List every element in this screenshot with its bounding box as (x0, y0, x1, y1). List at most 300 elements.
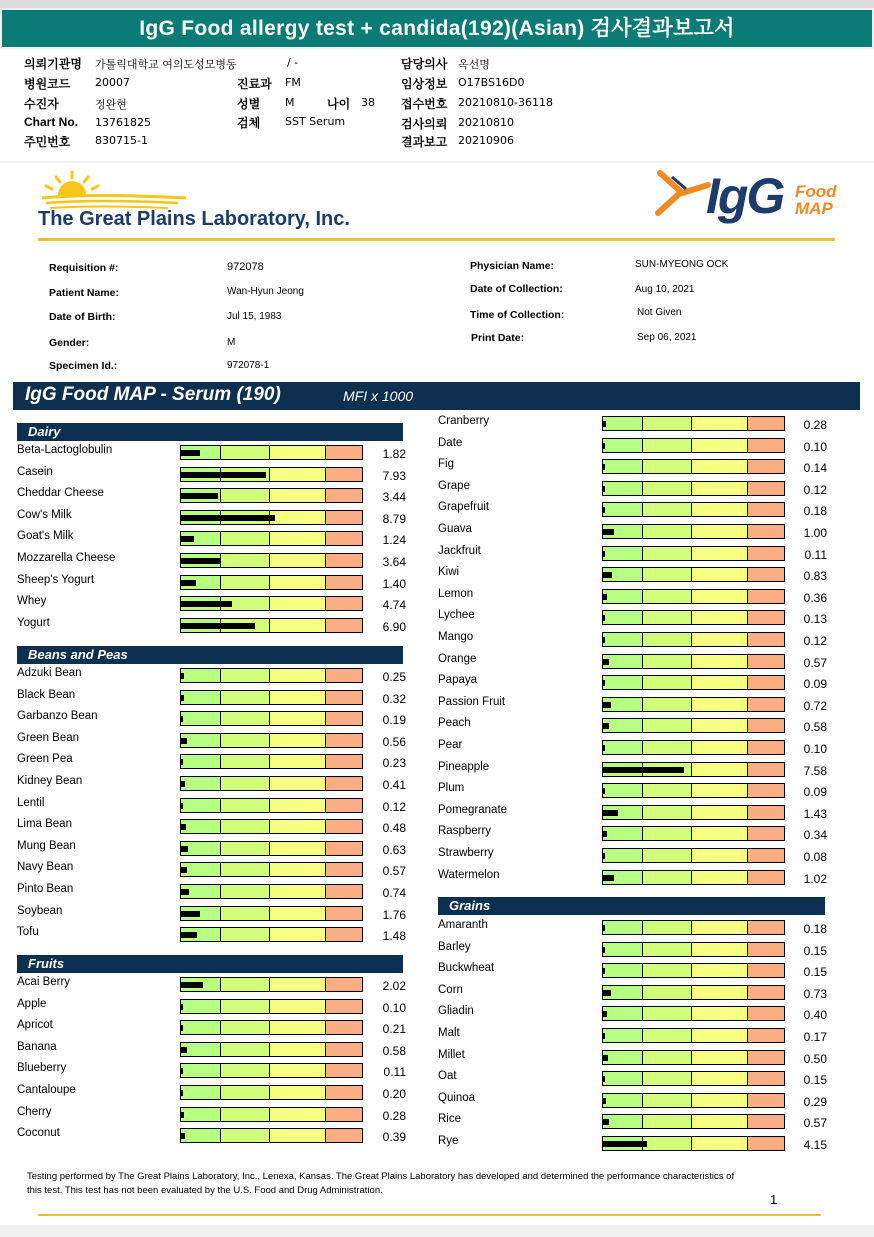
moderate-zone (270, 669, 326, 682)
food-name: Cheddar Cheese (17, 487, 104, 500)
food-name: Barley (438, 940, 471, 953)
patient-name-value: 정완현 (95, 98, 127, 111)
collection-date-label: Date of Collection: (470, 283, 563, 295)
moderate-zone (270, 734, 326, 747)
normal-zone (181, 712, 221, 725)
moderate-zone (692, 964, 748, 977)
footer-divider (38, 1214, 821, 1216)
low-zone (643, 806, 692, 819)
high-zone (748, 655, 784, 668)
specimen-id-label: Specimen Id.: (49, 360, 118, 372)
result-bar-fill (603, 572, 612, 578)
result-bar (602, 675, 785, 690)
food-value: 0.09 (803, 785, 827, 800)
moderate-zone (270, 928, 326, 941)
low-zone (643, 439, 692, 452)
result-bar (180, 754, 363, 769)
food-value: 0.28 (803, 418, 827, 432)
result-bar-fill (603, 486, 605, 492)
high-zone (748, 460, 784, 473)
page-number: 1 (770, 1192, 778, 1207)
moderate-zone (692, 590, 748, 603)
result-bar-fill (181, 911, 200, 917)
food-value: 7.93 (382, 468, 406, 483)
low-zone (221, 576, 270, 589)
normal-zone (603, 784, 643, 797)
result-bar-fill (603, 723, 609, 729)
result-bar-fill (603, 925, 605, 931)
normal-zone (603, 1029, 643, 1042)
moderate-zone (270, 554, 326, 567)
normal-zone (181, 799, 221, 812)
low-zone (643, 655, 692, 668)
food-map-unit: MFI x 1000 (343, 388, 414, 404)
result-bar-fill (181, 536, 194, 542)
food-value: 0.10 (382, 1000, 406, 1015)
requisition-label: Requisition #: (49, 262, 119, 274)
collection-date-value: Aug 10, 2021 (635, 284, 695, 295)
result-bar-fill (181, 1112, 184, 1118)
low-zone (221, 799, 270, 812)
food-value: 1.24 (382, 533, 406, 548)
high-zone (326, 554, 362, 567)
normal-zone (181, 1108, 221, 1121)
high-zone (748, 986, 784, 999)
result-bar (602, 416, 785, 431)
food-value: 0.39 (382, 1130, 406, 1145)
food-name: Casein (17, 465, 53, 478)
high-zone (326, 511, 362, 524)
normal-zone (603, 921, 643, 934)
category-header: Grains (438, 897, 825, 915)
food-value: 0.15 (803, 943, 827, 958)
food-name: Navy Bean (17, 861, 74, 874)
moderate-zone (692, 1007, 748, 1020)
high-zone (326, 1064, 362, 1077)
moderate-zone (692, 806, 748, 819)
food-name: Sheep's Yogurt (17, 573, 95, 586)
food-value: 0.18 (803, 504, 827, 519)
result-bar-fill (181, 1090, 183, 1096)
high-zone (748, 676, 784, 689)
food-value: 6.90 (382, 619, 406, 634)
low-zone (643, 568, 692, 581)
low-zone (643, 611, 692, 624)
result-bar (602, 942, 785, 957)
food-value: 0.40 (803, 1008, 827, 1023)
result-bar-fill (181, 1004, 183, 1010)
moderate-zone (692, 482, 748, 495)
high-zone (748, 590, 784, 603)
moderate-zone (692, 633, 748, 646)
food-map-header (13, 382, 860, 410)
normal-zone (603, 1094, 643, 1107)
food-name: Lychee (438, 609, 475, 622)
high-zone (748, 482, 784, 495)
high-zone (748, 525, 784, 538)
hospital-code-value: 20007 (95, 76, 130, 89)
ward-value: / - (287, 56, 299, 69)
result-bar-fill (603, 831, 607, 837)
institution-value: 가톨릭대학교 여의도성모병동 (95, 58, 237, 71)
high-zone (326, 468, 362, 481)
low-zone (221, 842, 270, 855)
request-date-label: 검사의뢰 (401, 117, 448, 131)
food-name: Lentil (17, 796, 45, 809)
food-name: Soybean (17, 904, 63, 917)
collection-time-value: Not Given (637, 307, 682, 318)
high-zone (748, 719, 784, 732)
result-bar-fill (603, 788, 605, 794)
food-name: Mango (438, 631, 474, 643)
normal-zone (603, 633, 643, 646)
result-bar-fill (181, 558, 220, 564)
food-value: 3.64 (382, 555, 406, 569)
food-value: 0.34 (803, 828, 827, 843)
food-value: 0.20 (382, 1087, 406, 1101)
food-name: Plum (438, 782, 465, 795)
result-bar-fill (181, 1068, 183, 1074)
result-bar-fill (603, 1076, 605, 1082)
low-zone (221, 1021, 270, 1034)
normal-zone (603, 849, 643, 862)
food-value: 0.58 (803, 720, 827, 735)
high-zone (748, 1094, 784, 1107)
low-zone (221, 1129, 270, 1142)
result-bar-fill (603, 968, 605, 974)
high-zone (326, 1129, 362, 1142)
result-bar (602, 985, 785, 1000)
result-bar-fill (603, 853, 605, 859)
moderate-zone (692, 986, 748, 999)
moderate-zone (692, 719, 748, 732)
food-map-logo (795, 183, 837, 217)
food-value: 0.25 (382, 670, 406, 684)
low-zone (643, 417, 692, 430)
report-banner: IgG Food allergy test + candida(192)(Asian) 검사결과보고서 (2, 10, 872, 47)
food-name: Grape (438, 479, 470, 492)
result-bar-fill (603, 637, 605, 643)
result-bar (602, 502, 785, 517)
food-name: Guava (438, 523, 472, 535)
order-header (0, 49, 874, 161)
resident-no-value: 830715-1 (95, 134, 148, 147)
food-value: 0.63 (382, 842, 406, 857)
moderate-zone (270, 978, 326, 991)
food-value: 0.12 (803, 482, 827, 497)
moderate-zone (270, 1086, 326, 1099)
moderate-zone (692, 741, 748, 754)
food-value: 0.15 (803, 965, 827, 980)
result-bar (602, 740, 785, 755)
normal-zone (603, 482, 643, 495)
result-bar (602, 826, 785, 841)
food-value: 0.17 (803, 1030, 827, 1044)
food-name: Mozzarella Cheese (17, 552, 116, 564)
high-zone (326, 734, 362, 747)
food-name: Strawberry (438, 847, 494, 859)
food-name: Rice (438, 1113, 462, 1126)
moderate-zone (692, 943, 748, 956)
moderate-zone (270, 576, 326, 589)
result-bar-fill (181, 824, 186, 830)
moderate-zone (692, 1115, 748, 1128)
food-value: 0.74 (382, 886, 406, 900)
moderate-zone (270, 1108, 326, 1121)
result-bar-fill (603, 1055, 608, 1061)
food-name: Orange (438, 652, 477, 665)
food-name: Whey (17, 595, 47, 608)
result-bar-fill (181, 803, 183, 809)
food-value: 0.56 (382, 734, 406, 749)
institution-label: 의뢰기관명 (24, 57, 82, 71)
result-bar (602, 762, 785, 777)
food-name: Apple (17, 997, 47, 1010)
food-value: 0.11 (383, 1065, 406, 1080)
result-bar-fill (603, 947, 605, 953)
high-zone (326, 1000, 362, 1013)
collection-time-label: Time of Collection: (470, 309, 565, 321)
food-name: Fig (438, 458, 454, 471)
high-zone (748, 1029, 784, 1042)
receipt-no-value: 20210810-36118 (458, 96, 553, 109)
result-bar (180, 1107, 363, 1122)
moderate-zone (270, 1043, 326, 1056)
hospital-code-label: 병원코드 (24, 77, 71, 91)
low-zone (643, 676, 692, 689)
result-bar (602, 610, 785, 625)
high-zone (326, 1043, 362, 1056)
clinical-info-label: 임상정보 (401, 77, 448, 91)
moderate-zone (270, 1021, 326, 1034)
normal-zone (603, 417, 643, 430)
moderate-zone (692, 525, 748, 538)
result-bar (180, 798, 363, 813)
low-zone (221, 978, 270, 991)
moderate-zone (270, 799, 326, 812)
food-value: 0.13 (803, 612, 827, 627)
moderate-zone (270, 1064, 326, 1077)
low-zone (221, 863, 270, 876)
food-value: 0.73 (803, 986, 827, 1001)
low-zone (643, 784, 692, 797)
category-header: Dairy (17, 423, 403, 441)
food-value: 0.48 (382, 821, 406, 836)
normal-zone (181, 691, 221, 704)
food-name: Kidney Bean (17, 775, 83, 787)
age-label: 나이 (327, 97, 351, 111)
high-zone (326, 799, 362, 812)
food-value: 1.40 (382, 576, 406, 591)
result-bar-fill (181, 695, 184, 701)
low-zone (643, 986, 692, 999)
moderate-zone (270, 597, 326, 610)
moderate-zone (692, 568, 748, 581)
result-bar (180, 575, 363, 590)
result-bar (180, 884, 363, 899)
high-zone (748, 503, 784, 516)
food-name: Watermelon (438, 868, 500, 881)
result-bar (602, 438, 785, 453)
dob-value: Jul 15, 1983 (227, 311, 282, 322)
low-zone (643, 871, 692, 884)
food-name: Beta-Lactoglobulin (17, 444, 113, 456)
result-bar (602, 783, 785, 798)
normal-zone (181, 777, 221, 790)
food-value: 0.19 (382, 713, 406, 728)
food-name: Cherry (17, 1105, 52, 1118)
low-zone (643, 719, 692, 732)
normal-zone (603, 827, 643, 840)
result-bar-fill (181, 450, 200, 456)
food-name: Acai Berry (17, 976, 71, 988)
map-logo-word: MAP (795, 199, 833, 218)
moderate-zone (692, 1137, 748, 1150)
moderate-zone (270, 712, 326, 725)
moderate-zone (692, 763, 748, 776)
moderate-zone (270, 532, 326, 545)
moderate-zone (270, 755, 326, 768)
result-bar (180, 1042, 363, 1057)
low-zone (221, 1000, 270, 1013)
high-zone (748, 921, 784, 934)
result-bar (180, 1085, 363, 1100)
food-value: 1.02 (803, 871, 827, 886)
result-bar (602, 567, 785, 582)
result-bar (602, 697, 785, 712)
food-name: Pineapple (438, 760, 490, 773)
food-name: Lima Bean (17, 818, 72, 831)
patient-value: Wan-Hyun Jeong (227, 286, 304, 297)
physician-value: SUN-MYEONG OCK (635, 259, 729, 270)
low-zone (643, 1094, 692, 1107)
result-bar (180, 445, 363, 460)
low-zone (221, 532, 270, 545)
result-bar (602, 459, 785, 474)
result-bar-fill (603, 875, 614, 881)
food-value: 0.10 (803, 742, 827, 756)
low-zone (643, 633, 692, 646)
result-bar-fill (181, 493, 218, 499)
high-zone (748, 806, 784, 819)
result-bar-fill (181, 1133, 185, 1139)
top-strip (0, 0, 874, 8)
category-header: Fruits (17, 955, 403, 973)
food-value: 4.74 (382, 598, 406, 613)
high-zone (326, 446, 362, 459)
food-value: 1.76 (382, 907, 406, 922)
age-value: 38 (361, 96, 375, 109)
normal-zone (603, 676, 643, 689)
result-bar (180, 927, 363, 942)
low-zone (221, 928, 270, 941)
high-zone (326, 928, 362, 941)
result-bar (180, 553, 363, 568)
food-value: 0.32 (382, 691, 406, 706)
normal-zone (603, 943, 643, 956)
food-value: 4.15 (803, 1138, 827, 1152)
food-name: Adzuki Bean (17, 667, 82, 679)
result-bar-fill (603, 659, 609, 665)
moderate-zone (692, 676, 748, 689)
food-name: Apricot (17, 1019, 53, 1032)
result-bar-fill (603, 990, 611, 996)
result-bar (602, 632, 785, 647)
food-value: 0.11 (804, 547, 827, 562)
normal-zone (603, 1051, 643, 1064)
result-bar-fill (181, 846, 188, 852)
sex-value: M (285, 96, 295, 109)
food-value: 0.57 (803, 1116, 827, 1131)
food-name: Yogurt (17, 616, 50, 629)
food-name: Coconut (17, 1127, 60, 1140)
result-bar-fill (603, 745, 605, 751)
result-bar-fill (181, 601, 232, 607)
result-bar (180, 1020, 363, 1035)
patient-name-label: 수진자 (24, 97, 59, 111)
food-value: 0.50 (803, 1051, 827, 1066)
food-value: 2.02 (382, 979, 406, 993)
high-zone (326, 1021, 362, 1034)
result-bar (602, 848, 785, 863)
food-value: 0.36 (803, 590, 827, 605)
moderate-zone (692, 460, 748, 473)
high-zone (748, 784, 784, 797)
low-zone (643, 590, 692, 603)
moderate-zone (270, 468, 326, 481)
normal-zone (603, 460, 643, 473)
food-value: 0.10 (803, 439, 827, 454)
patient-label: Patient Name: (49, 287, 120, 299)
moderate-zone (270, 863, 326, 876)
specimen-value: SST Serum (285, 115, 346, 128)
moderate-zone (692, 547, 748, 560)
result-bar-fill (181, 759, 183, 765)
food-value: 0.12 (382, 799, 406, 814)
result-bar (180, 977, 363, 992)
high-zone (326, 489, 362, 502)
high-zone (326, 842, 362, 855)
result-bar (180, 906, 363, 921)
high-zone (748, 964, 784, 977)
result-bar (180, 1128, 363, 1143)
result-bar (602, 481, 785, 496)
moderate-zone (270, 777, 326, 790)
high-zone (326, 532, 362, 545)
food-value: 0.18 (803, 922, 827, 936)
low-zone (643, 921, 692, 934)
high-zone (748, 849, 784, 862)
high-zone (748, 547, 784, 560)
low-zone (643, 741, 692, 754)
high-zone (748, 698, 784, 711)
food-value: 0.72 (803, 698, 827, 713)
food-name: Grapefruit (438, 501, 490, 514)
result-bar-fill (181, 716, 183, 722)
result-bar (180, 776, 363, 791)
result-bar (180, 596, 363, 611)
sex-label: 성별 (237, 97, 261, 111)
moderate-zone (692, 871, 748, 884)
normal-zone (181, 1129, 221, 1142)
high-zone (326, 1086, 362, 1099)
moderate-zone (270, 907, 326, 920)
result-bar (602, 870, 785, 885)
result-bar (602, 718, 785, 733)
low-zone (221, 755, 270, 768)
low-zone (643, 698, 692, 711)
moderate-zone (270, 511, 326, 524)
